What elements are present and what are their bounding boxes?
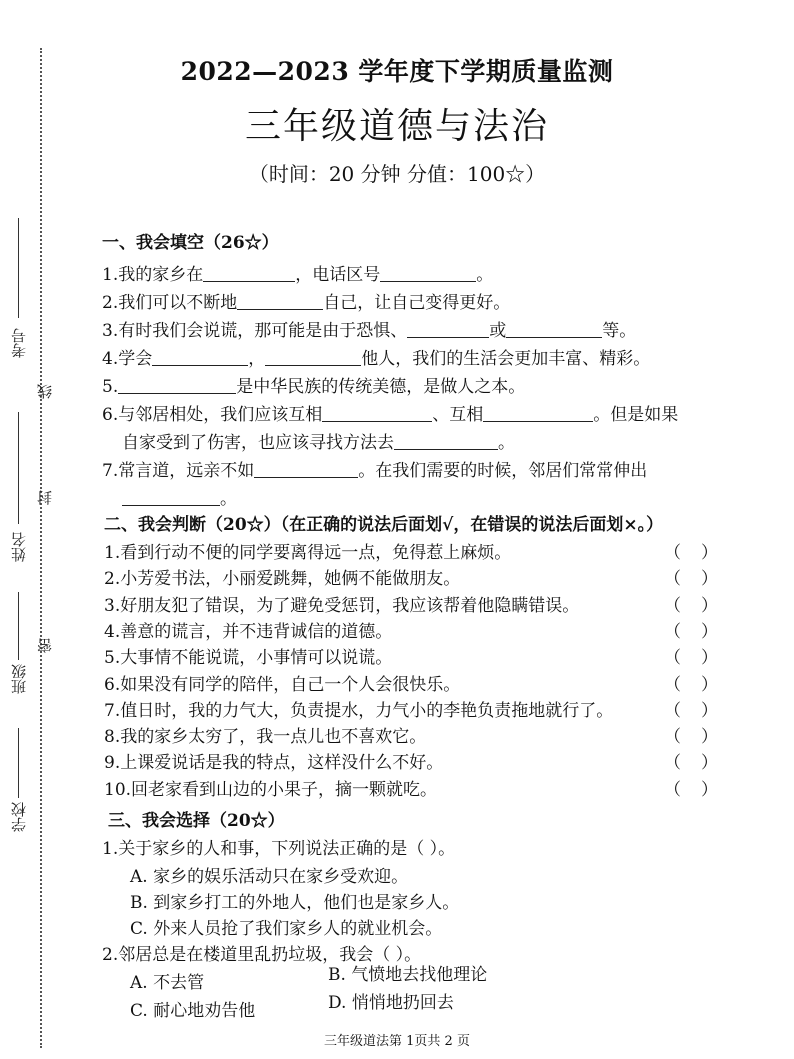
paren-close: ）	[701, 779, 718, 800]
paren-close: ）	[701, 700, 718, 721]
judge-item: 7.值日时，我的力气大，负责提水，力气小的李艳负责拖地就行了。	[104, 700, 614, 721]
answer-parentheses[interactable]	[664, 591, 718, 616]
paren-open: （	[664, 727, 681, 748]
fill-q6-cont: 自家受到了伤害，也应该寻找方法去 。	[122, 433, 515, 453]
judge-item: 6.如果没有同学的陪伴，自己一个人会很快乐。	[104, 674, 461, 695]
judge-item: 1.看到行动不便的同学要离得远一点，免得惹上麻烦。	[104, 543, 512, 563]
paren-open: （	[664, 779, 681, 800]
answer-parentheses[interactable]	[664, 722, 718, 747]
paren-close: ）	[701, 674, 718, 695]
binding-dotted-line	[40, 48, 42, 1048]
school-field[interactable]	[18, 728, 20, 798]
judge-item: 2.小芳爱书法，小丽爱跳舞，她俩不能做朋友。	[104, 569, 461, 590]
answer-parentheses[interactable]	[664, 748, 718, 773]
judge-item: 8.我的家乡太穷了，我一点儿也不喜欢它。	[104, 727, 427, 748]
seal-feng: 封	[36, 490, 54, 505]
answer-parentheses[interactable]	[664, 564, 718, 589]
choice-q2-option-c[interactable]: C. 耐心地劝告他	[130, 1001, 256, 1021]
blank[interactable]	[322, 404, 432, 422]
paren-close: ）	[701, 753, 718, 774]
blank[interactable]	[483, 404, 593, 422]
fill-q5: 5. 是中华民族的传统美德，是做人之本。	[102, 377, 526, 397]
paren-open: （	[664, 621, 681, 642]
choice-q2-option-b[interactable]: B. 气愤地去找他理论	[328, 965, 488, 985]
paren-open: （	[664, 569, 681, 590]
exam-no-label: 考号	[10, 328, 28, 358]
paren-close: ）	[701, 727, 718, 748]
class-field[interactable]	[18, 592, 20, 660]
choice-q2: 2.邻居总是在楼道里乱扔垃圾，我会（ ）。	[102, 945, 422, 965]
answer-parentheses[interactable]	[664, 670, 718, 695]
blank[interactable]	[203, 264, 295, 282]
judge-item: 4.善意的谎言，并不违背诚信的道德。	[104, 621, 393, 642]
judge-item: 10.回老家看到山边的小果子，摘一颗就吃。	[104, 779, 438, 800]
exam-title: 2022—2023 学年度下学期质量监测	[180, 57, 614, 86]
choice-q1: 1.关于家乡的人和事，下列说法正确的是（ ）。	[102, 839, 456, 859]
paren-close: ）	[701, 621, 718, 642]
blank[interactable]	[265, 348, 361, 366]
answer-parentheses[interactable]	[664, 775, 718, 800]
choice-q1-option-a[interactable]: A. 家乡的娱乐活动只在家乡受欢迎。	[130, 867, 409, 887]
judge-item: 5.大事情不能说谎，小事情可以说谎。	[104, 648, 393, 669]
answer-parentheses[interactable]	[664, 617, 718, 642]
blank[interactable]	[506, 320, 602, 338]
seal-xian: 线	[36, 384, 54, 399]
subject-title: 三年级道德与法治	[244, 106, 549, 147]
choice-q1-option-c[interactable]: C. 外来人员抢了我们家乡人的就业机会。	[130, 919, 443, 939]
fill-q6: 6.与邻居相处，我们应该互相 、互相 。但是如果	[102, 405, 679, 425]
seal-mi: 密	[36, 638, 54, 653]
paren-open: （	[664, 753, 681, 774]
choice-q2-option-d[interactable]: D. 悄悄地扔回去	[328, 993, 454, 1013]
fill-q2: 2.我们可以不断地 自己，让自己变得更好。	[102, 293, 511, 313]
paren-close: ）	[701, 543, 718, 563]
paren-open: （	[664, 543, 681, 563]
choice-q2-option-a[interactable]: A. 不去管	[130, 973, 205, 993]
section2-heading: 二、我会判断（20☆）（在正确的说法后面划√，在错误的说法后面划×。）	[104, 515, 664, 535]
blank[interactable]	[122, 488, 220, 506]
answer-parentheses[interactable]	[664, 538, 718, 563]
school-label: 学校	[10, 802, 28, 832]
answer-parentheses[interactable]	[664, 696, 718, 721]
section1-heading: 一、我会填空（26☆）	[102, 233, 279, 253]
fill-q4: 4.学会 ， 他人，我们的生活会更加丰富、精彩。	[102, 349, 651, 369]
name-label: 姓名	[10, 532, 28, 562]
exam-meta: （时间：20 分钟 分值：100☆）	[248, 162, 546, 186]
fill-q1: 1.我的家乡在 ，电话区号 。	[102, 265, 494, 285]
choice-q1-option-b[interactable]: B. 到家乡打工的外地人，他们也是家乡人。	[130, 893, 460, 913]
paren-open: （	[664, 595, 681, 616]
blank[interactable]	[407, 320, 489, 338]
name-field[interactable]	[18, 412, 20, 524]
paren-close: ）	[701, 648, 718, 669]
blank[interactable]	[237, 292, 323, 310]
section3-heading: 三、我会选择（20☆）	[108, 811, 285, 831]
blank[interactable]	[394, 432, 498, 450]
exam-no-field[interactable]	[18, 218, 20, 318]
paren-open: （	[664, 700, 681, 721]
class-label: 班级	[10, 664, 28, 694]
answer-parentheses[interactable]	[664, 643, 718, 668]
paren-open: （	[664, 648, 681, 669]
blank[interactable]	[380, 264, 476, 282]
blank[interactable]	[152, 348, 248, 366]
paren-close: ）	[701, 595, 718, 616]
paren-close: ）	[701, 569, 718, 590]
paren-open: （	[664, 674, 681, 695]
blank[interactable]	[118, 376, 236, 394]
judge-item: 3.好朋友犯了错误，为了避免受惩罚，我应该帮着他隐瞒错误。	[104, 595, 580, 616]
fill-q3: 3.有时我们会说谎，那可能是由于恐惧、 或 等。	[102, 321, 637, 341]
page-footer: 三年级道法第 1页共 2 页	[324, 1034, 470, 1049]
fill-q7-cont: 。	[122, 484, 237, 509]
blank[interactable]	[254, 460, 358, 478]
fill-q7: 7.常言道，远亲不如 。在我们需要的时候，邻居们常常伸出	[102, 461, 648, 481]
judge-item: 9.上课爱说话是我的特点，这样没什么不好。	[104, 753, 444, 774]
